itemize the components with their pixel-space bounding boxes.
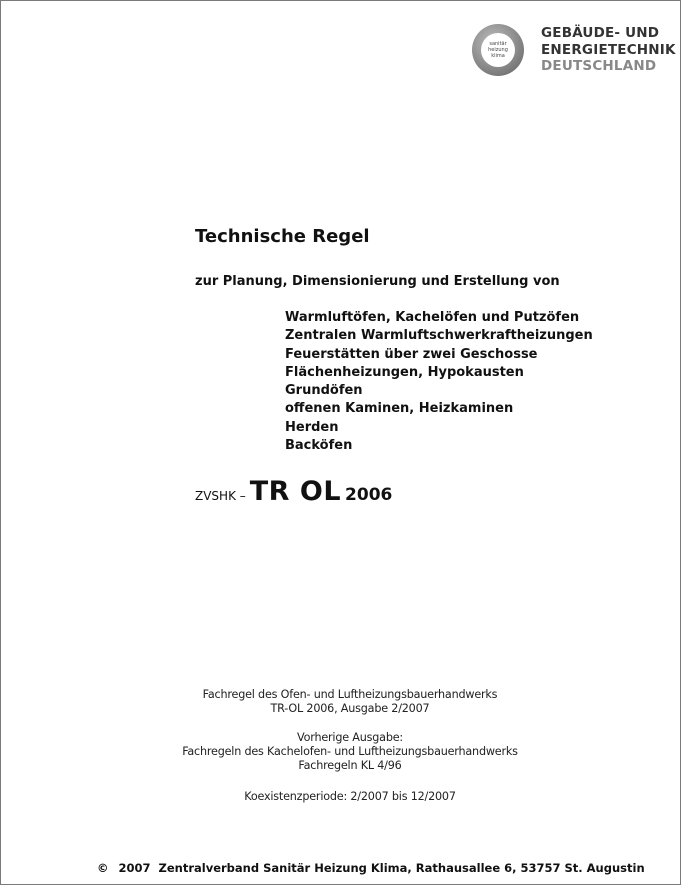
info-line: Koexistenzperiode: 2/2007 bis 12/2007 [244,790,456,803]
logo-wordmark [541,25,676,75]
copyright-text: Zentralverband Sanitär Heizung Klima, Rathausallee 6, 53757 St. Augustin [158,861,645,875]
list-item: Flächenheizungen, Hypokausten [285,364,524,380]
copyright-footer [97,861,645,875]
code-prefix: ZVSHK – [195,489,246,503]
list-item: Zentralen Warmluftschwerkraftheizungen [285,328,593,344]
seal-text-line: sanitär [489,41,507,47]
info-line: Fachregeln KL 4/96 [298,759,402,772]
scope-list [285,309,593,455]
document-title: Technische Regel [195,226,370,247]
seal-text-line: heizung [488,47,508,53]
code-year: 2006 [345,485,393,505]
logo-line-1: GEBÄUDE- UND [541,25,660,41]
spacer [100,773,600,790]
logo-line-3: DEUTSCHLAND [541,58,657,74]
info-line: Vorherige Ausgabe: [297,731,403,744]
spacer [100,716,600,731]
zvshk-seal-logo [472,24,524,76]
seal-inner [481,33,515,67]
list-item: Warmluftöfen, Kachelöfen und Putzöfen [285,310,580,325]
list-item: Herden [285,419,339,435]
info-line: Fachregel des Ofen- und Luftheizungsbauerhandwerks [202,688,498,701]
list-item: Backöfen [285,438,353,454]
list-item: Feuerstätten über zwei Geschosse [285,346,538,362]
list-item: Grundöfen [285,383,363,399]
info-line: Fachregeln des Kachelofen- und Luftheizungsbauerhandwerks [182,745,518,758]
logo-line-2: ENERGIETECHNIK [541,41,676,58]
code-main: TR OL [249,476,342,507]
list-item: offenen Kaminen, Heizkaminen [285,401,514,417]
document-subtitle: zur Planung, Dimensionierung und Erstellung von [195,274,560,289]
copyright-symbol: © [97,861,109,875]
document-code [195,476,392,507]
copyright-year: 2007 [118,861,151,875]
seal-text-line: klima [491,53,505,59]
info-line: TR-OL 2006, Ausgabe 2/2007 [270,702,430,715]
edition-info [100,688,600,804]
